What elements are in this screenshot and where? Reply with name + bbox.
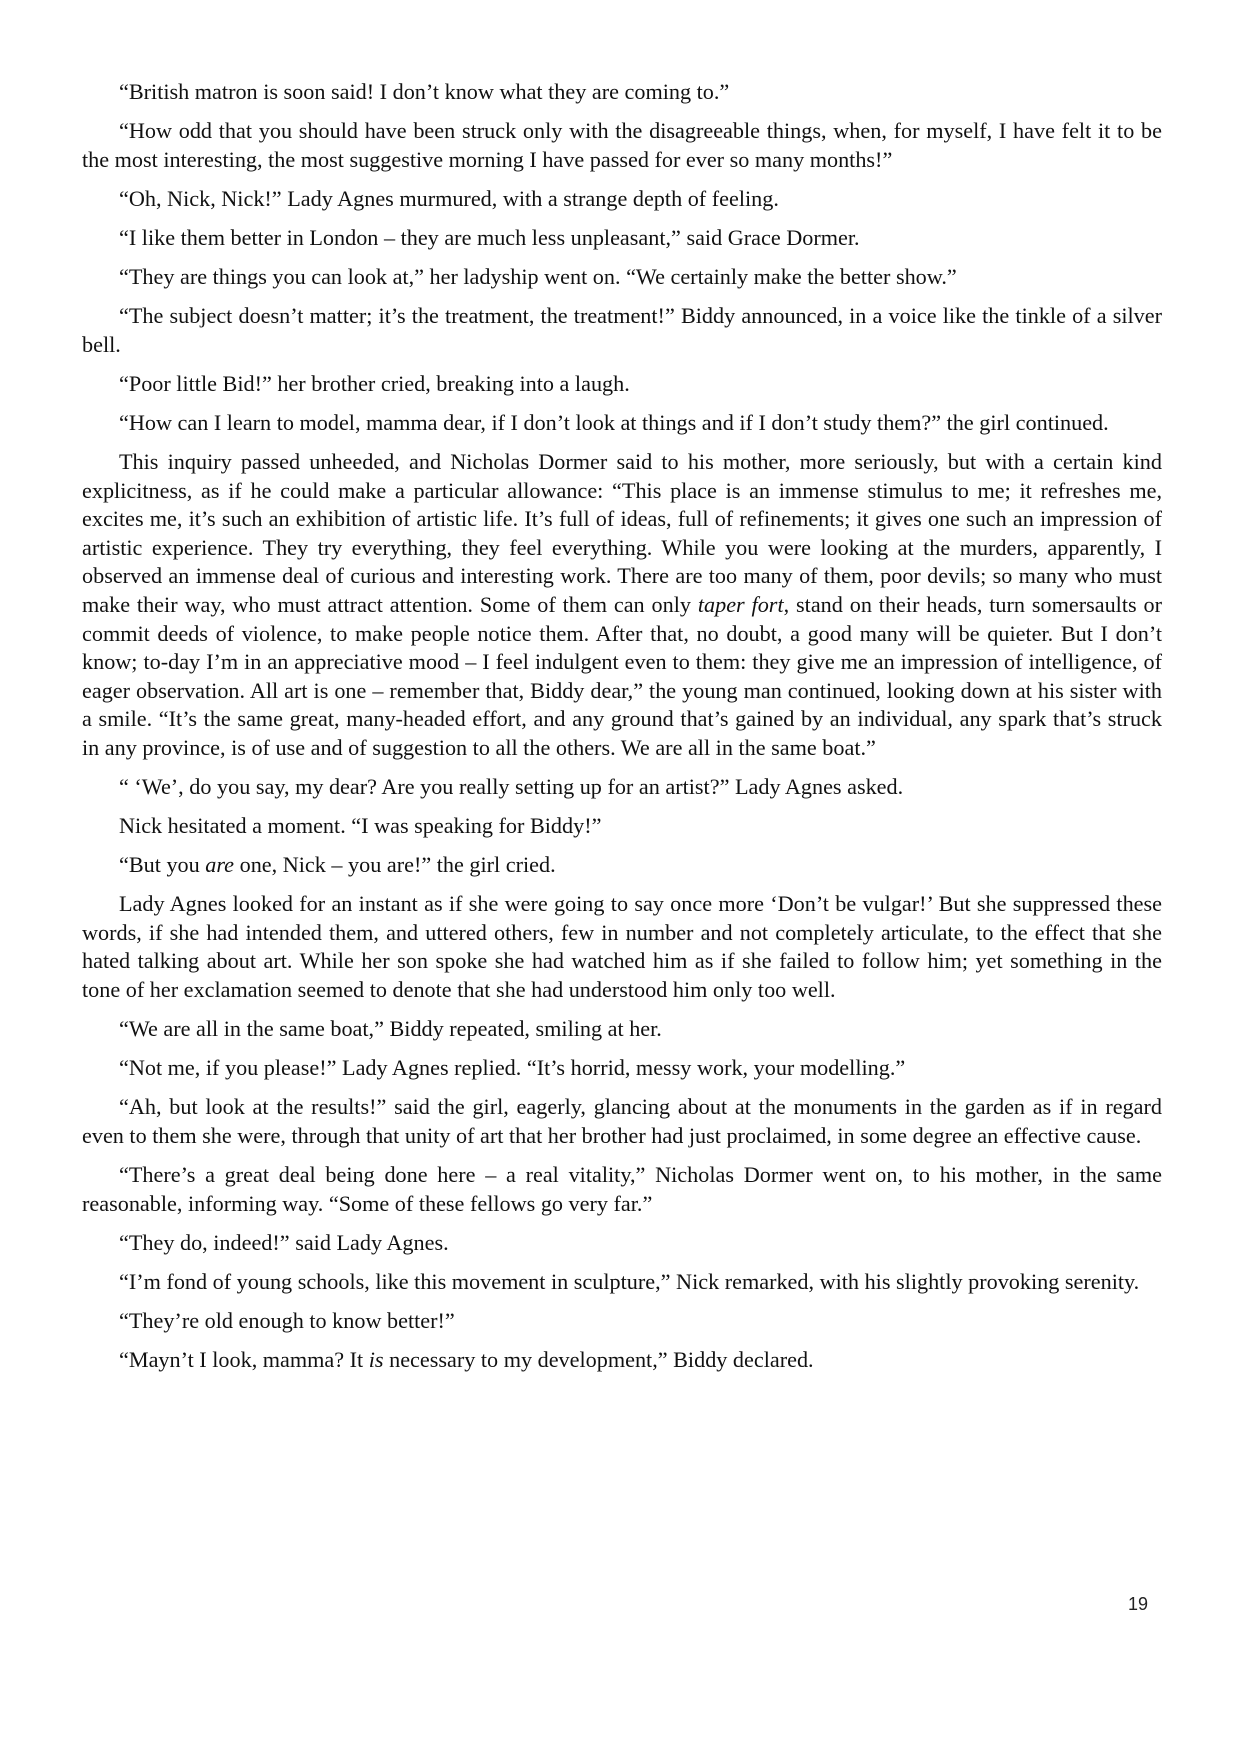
- paragraph-7: “Poor little Bid!” her brother cried, breaking into a laugh.: [119, 370, 630, 396]
- paragraph-5: “They are things you can look at,” her ladyship went on. “We certainly make the better show.”: [119, 263, 957, 289]
- paragraph-9-part-b: , stand on their heads, turn somersaults or commit deeds of violence, to make people notice them. After that, no doubt, a good many will be quieter. But I don’t know; to-day I’m in an appreciative mood – I feel indulgent even to them: they give me an impression of intelligence, of eager observation. All art is one – remember that, Biddy dear,” the young man continued, looking down at his sister with a smile. “It’s the same great, many-headed effort, and any ground that’s gained by an individual, any spark that’s struck in any province, is of use and of suggestion to all the others. We are all in the same boat.”: [82, 591, 1162, 760]
- paragraph-21: [82, 1346, 1162, 1375]
- paragraph-19: “I’m fond of young schools, like this movement in sculpture,” Nick remarked, with his slightly provoking serenity.: [119, 1268, 1140, 1294]
- paragraph-9-italic: taper fort: [697, 591, 784, 617]
- paragraph-21-part-a: “Mayn’t I look, mamma? It: [119, 1346, 369, 1372]
- paragraph-12-part-a: “But you: [119, 852, 206, 878]
- paragraph-21-part-b: necessary to my development,” Biddy declared.: [383, 1346, 814, 1372]
- paragraph-16: “Ah, but look at the results!” said the girl, eagerly, glancing about at the monuments in the garden as if in regard even to them she were, through that unity of art that her brother had just proclaimed, in some degree an effective cause.: [82, 1094, 1162, 1148]
- paragraph-4: “I like them better in London – they are much less unpleasant,” said Grace Dormer.: [119, 224, 860, 250]
- paragraph-9: [82, 448, 1162, 763]
- paragraph-12-italic: are: [205, 852, 235, 878]
- paragraph-9-part-a: This inquiry passed unheeded, and Nicholas Dormer said to his mother, more seriously, but with a certain kind explicitness, as if he could make a particular allowance: “This place is an immense stimulus to me; it refreshes me, excites me, it’s such an exhibition of artistic life. It’s full of ideas, full of refinements; it gives one such an impression of artistic experience. They try everything, they feel everything. While you were looking at the murders, apparently, I observed an immense deal of curious and interesting work. There are too many of them, poor devils; so many who must make their way, who must attract attention. Some of them can only: [82, 448, 1162, 617]
- paragraph-6: “The subject doesn’t matter; it’s the treatment, the treatment!” Biddy announced, in a voice like the tinkle of a silver bell.: [82, 303, 1162, 357]
- paragraph-12: [82, 851, 1162, 880]
- paragraph-14: “We are all in the same boat,” Biddy repeated, smiling at her.: [119, 1016, 662, 1042]
- page-number: 19: [1128, 1594, 1149, 1614]
- paragraph-8: “How can I learn to model, mamma dear, if I don’t look at things and if I don’t study them?” the girl continued.: [119, 409, 1109, 435]
- paragraph-10: “ ‘We’, do you say, my dear? Are you really setting up for an artist?” Lady Agnes asked.: [119, 773, 904, 799]
- paragraph-11: Nick hesitated a moment. “I was speaking for Biddy!”: [119, 813, 602, 839]
- paragraph-1: “British matron is soon said! I don’t know what they are coming to.”: [119, 79, 730, 104]
- paragraph-18: “They do, indeed!” said Lady Agnes.: [119, 1229, 449, 1255]
- paragraph-2: “How odd that you should have been struck only with the disagreeable things, when, for myself, I have felt it to be the most interesting, the most suggestive morning I have passed for ever so many months!”: [82, 118, 1162, 172]
- paragraph-15: “Not me, if you please!” Lady Agnes replied. “It’s horrid, messy work, your modelling.”: [119, 1055, 906, 1081]
- paragraph-17: “There’s a great deal being done here – a real vitality,” Nicholas Dormer went on, to his mother, in the same reasonable, informing way. “Some of these fellows go very far.”: [82, 1162, 1162, 1216]
- page-body: [82, 78, 1162, 1385]
- paragraph-21-italic: is: [368, 1346, 384, 1372]
- paragraph-20: “They’re old enough to know better!”: [119, 1307, 455, 1333]
- paragraph-3: “Oh, Nick, Nick!” Lady Agnes murmured, with a strange depth of feeling.: [119, 185, 779, 211]
- paragraph-13: Lady Agnes looked for an instant as if she were going to say once more ‘Don’t be vulgar!’ But she suppressed these words, if she had intended them, and uttered others, few in number and not completely articulate, to the effect that she hated talking about art. While her son spoke she had watched him as if she failed to follow him; yet something in the tone of her exclamation seemed to denote that she had understood him only too well.: [82, 891, 1162, 1003]
- paragraph-12-part-b: one, Nick – you are!” the girl cried.: [234, 852, 556, 878]
